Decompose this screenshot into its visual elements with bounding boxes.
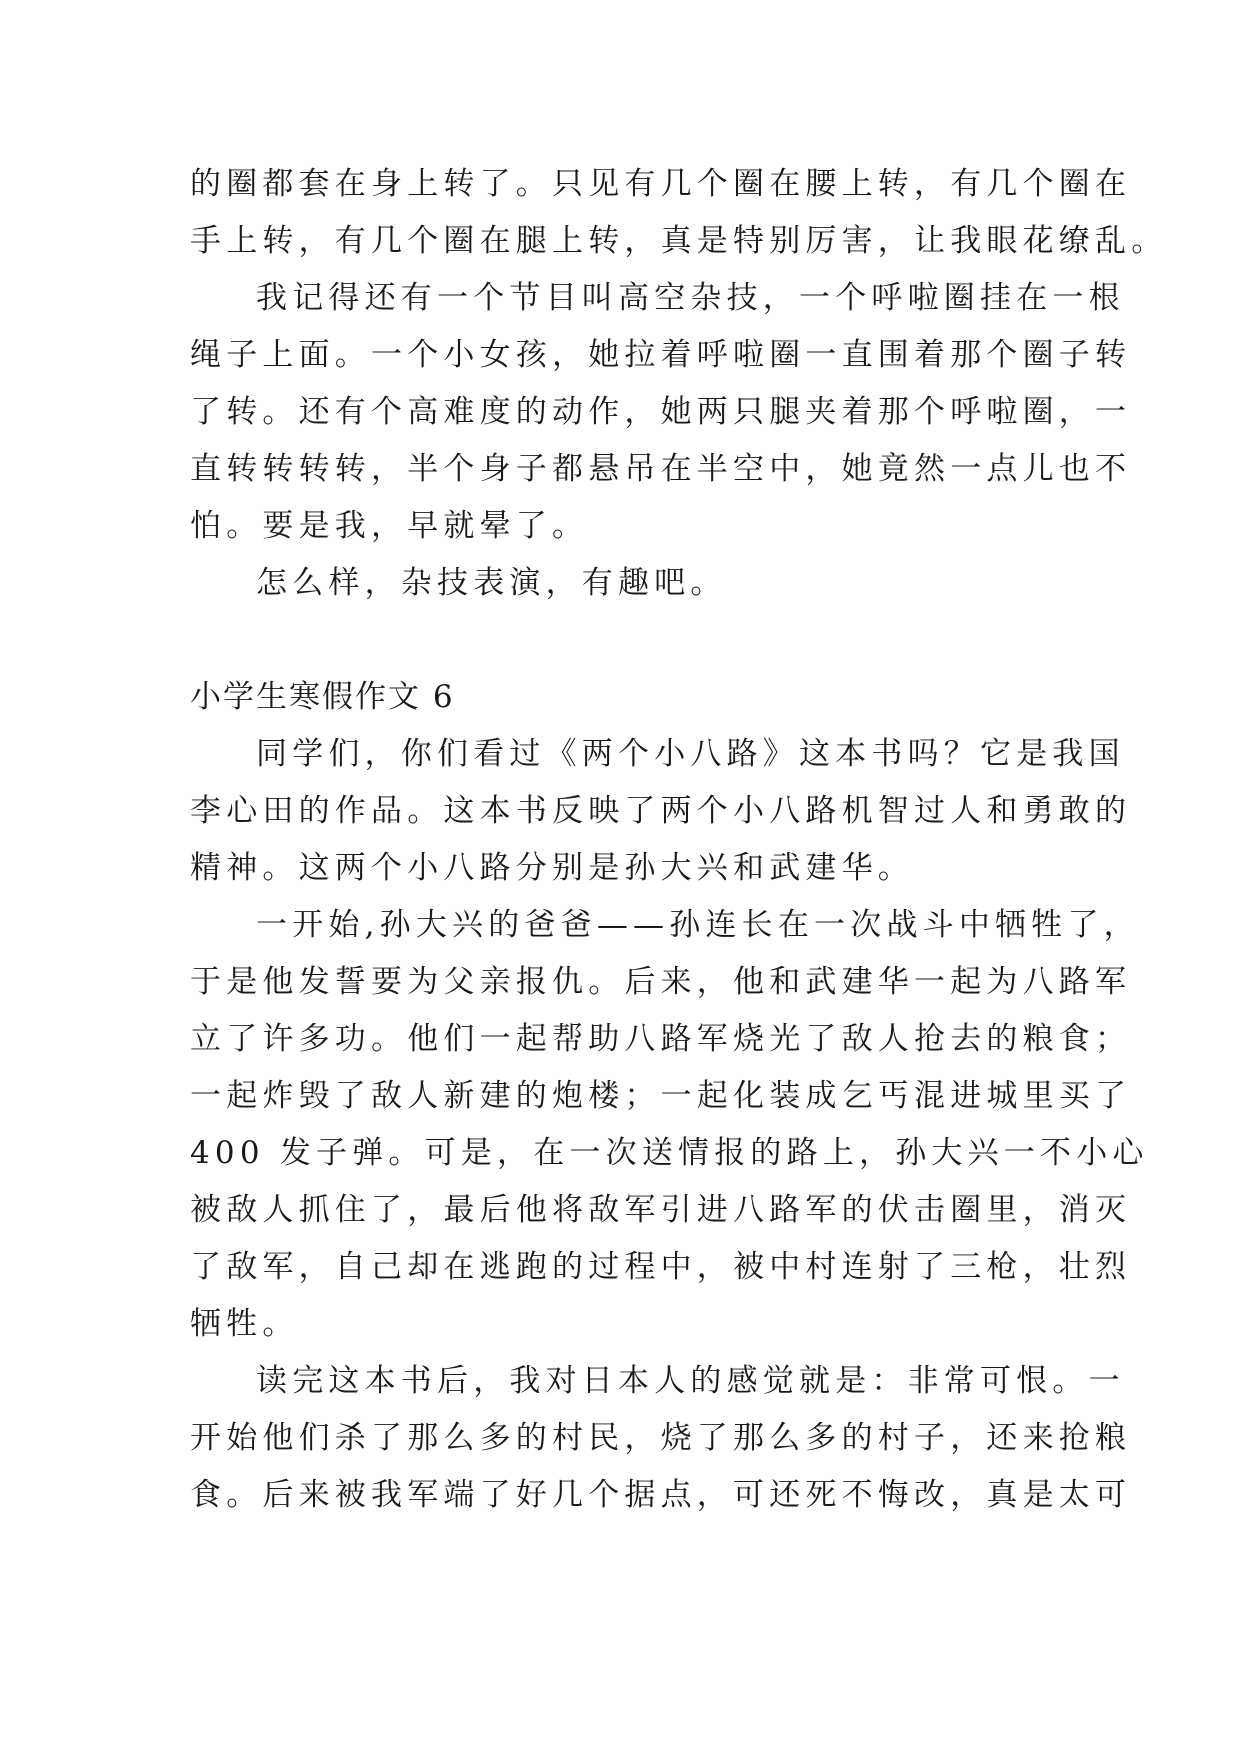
- paragraph: [190, 156, 1168, 270]
- text-line: 牺牲。: [190, 1306, 299, 1342]
- text-line: 精神。这两个小八路分别是孙大兴和武建华。: [190, 850, 914, 886]
- text-line: 400 发子弹。可是，在一次送情报的路上，孙大兴一不小心: [190, 1135, 1149, 1171]
- paragraph: [190, 555, 1070, 612]
- paragraph: [190, 726, 1132, 897]
- text-line: 怕。要是我，早就晕了。: [190, 508, 589, 544]
- section-gap: [190, 612, 1070, 669]
- text-line: 立了许多功。他们一起帮助八路军烧光了敌人抢去的粮食；: [190, 1021, 1132, 1057]
- text-line: 直转转转转，半个身子都悬吊在半空中，她竟然一点儿也不: [190, 451, 1132, 487]
- paragraph: [190, 270, 1132, 555]
- text-line: 于是他发誓要为父亲报仇。后来，他和武建华一起为八路军: [190, 964, 1132, 1000]
- section-title: 小学生寒假作文 6: [190, 679, 455, 715]
- text-line: 同学们，你们看过《两个小八路》这本书吗？它是我国: [256, 736, 1125, 772]
- text-line: 绳子上面。一个小女孩，她拉着呼啦圈一直围着那个圈子转: [190, 337, 1132, 373]
- paragraph: [190, 1353, 1132, 1524]
- text-line: 了转。还有个高难度的动作，她两只腿夹着那个呼啦圈，一: [190, 394, 1132, 430]
- text-line: 的圈都套在身上转了。只见有几个圈在腰上转，有几个圈在: [190, 166, 1132, 202]
- text-line: 一起炸毁了敌人新建的炮楼；一起化装成乞丐混进城里买了: [190, 1078, 1132, 1114]
- text-line: 李心田的作品。这本书反映了两个小八路机智过人和勇敢的: [190, 793, 1132, 829]
- document-page: [190, 156, 1168, 1524]
- paragraph: [190, 897, 1149, 1353]
- text-line: 我记得还有一个节目叫高空杂技，一个呼啦圈挂在一根: [256, 280, 1125, 316]
- text-line: 被敌人抓住了，最后他将敌军引进八路军的伏击圈里，消灭: [190, 1192, 1132, 1228]
- text-line: 食。后来被我军端了好几个据点，可还死不悔改，真是太可: [190, 1477, 1132, 1513]
- text-line: 了敌军，自己却在逃跑的过程中，被中村连射了三枪，壮烈: [190, 1249, 1132, 1285]
- text-line: 一开始,孙大兴的爸爸——孙连长在一次战斗中牺牲了，: [256, 907, 1140, 943]
- text-line: 手上转，有几个圈在腿上转，真是特别厉害，让我眼花缭乱。: [190, 223, 1168, 259]
- text-line: 读完这本书后，我对日本人的感觉就是：非常可恨。一: [256, 1363, 1125, 1399]
- text-line: 开始他们杀了那么多的村民，烧了那么多的村子，还来抢粮: [190, 1420, 1132, 1456]
- text-line: 怎么样，杂技表演，有趣吧。: [256, 565, 727, 601]
